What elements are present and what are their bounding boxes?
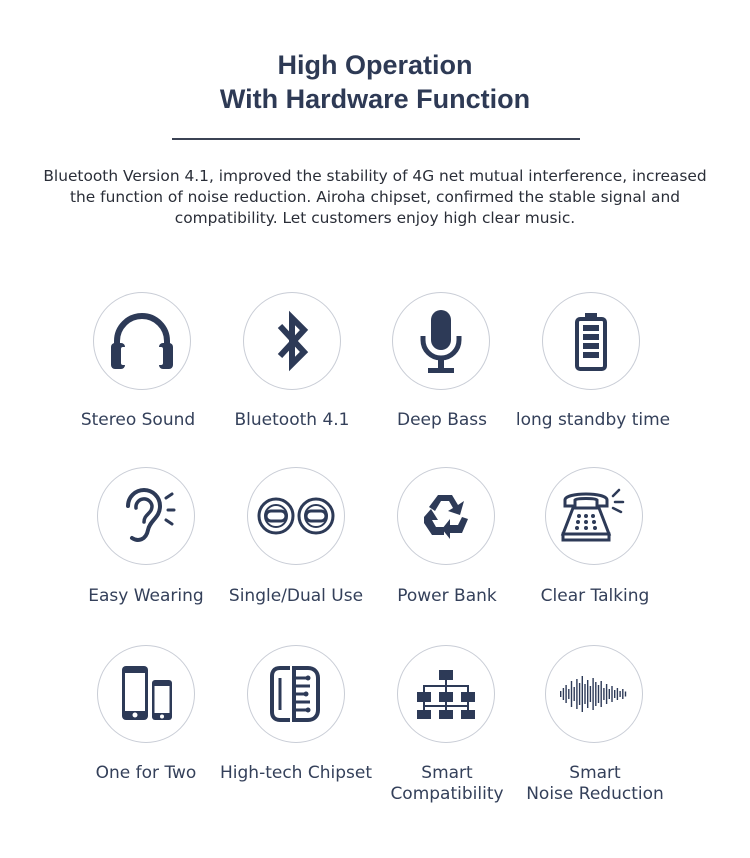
wave-bar [568,689,569,699]
wave-bar [603,688,604,700]
wave-bar [582,676,583,712]
page-title [0,48,750,116]
feature-label: Clear Talking [540,586,650,606]
title-divider [172,138,580,140]
wave-bar [625,692,626,697]
soundwave-icon [545,645,643,743]
feature-label: Bluetooth 4.1 [234,410,350,430]
feature-label: Single/Dual Use [228,586,364,606]
wave-bar [576,679,577,709]
feature-label: One for Two [95,763,197,783]
title-line-2: With Hardware Function [219,84,531,114]
feature-label: Deep Bass [397,410,487,430]
wave-bar [579,683,580,705]
wave-bar [595,682,596,706]
wave-bar [590,686,591,702]
phones-icon [97,645,195,743]
wave-bar [611,686,612,702]
wave-bar [609,689,610,699]
wave-bar [592,678,593,710]
recycle-icon [397,467,495,565]
battery-icon [542,292,640,390]
feature-label: Easy Wearing [88,586,204,606]
wave-bar [584,684,585,704]
wave-bar [574,687,575,701]
wave-bar [571,681,572,707]
wave-bar [601,681,602,707]
wave-bar [560,691,561,697]
feature-label: Smart Compatibility [390,763,504,804]
feature-label: long standby time [515,410,671,430]
dual-earbuds-icon [247,467,345,565]
feature-label: Power Bank [397,586,497,606]
chipset-icon [247,645,345,743]
wave-bar [563,688,564,700]
bluetooth-icon [243,292,341,390]
wave-bar [565,685,566,703]
description-text: Bluetooth Version 4.1, improved the stability of 4G net mutual interference, increased the function of noise reduction. Airoha chipset, confirmed the stable signal and compatibility. Let customers enjoy high clear music. [43,167,707,227]
wave-bar [619,691,620,697]
wave-bar [622,689,623,699]
wave-bar [606,684,607,704]
network-icon [397,645,495,743]
wave-bar [587,680,588,708]
headphones-icon [93,292,191,390]
wave-bar [614,690,615,698]
feature-label: Smart Noise Reduction [526,763,664,804]
microphone-icon [392,292,490,390]
title-line-1: High Operation [277,50,473,80]
feature-label: Stereo Sound [80,410,196,430]
feature-label: High-tech Chipset [220,763,372,783]
ear-icon [97,467,195,565]
wave-bar [598,685,599,703]
wave-bar [617,688,618,700]
telephone-icon [545,467,643,565]
